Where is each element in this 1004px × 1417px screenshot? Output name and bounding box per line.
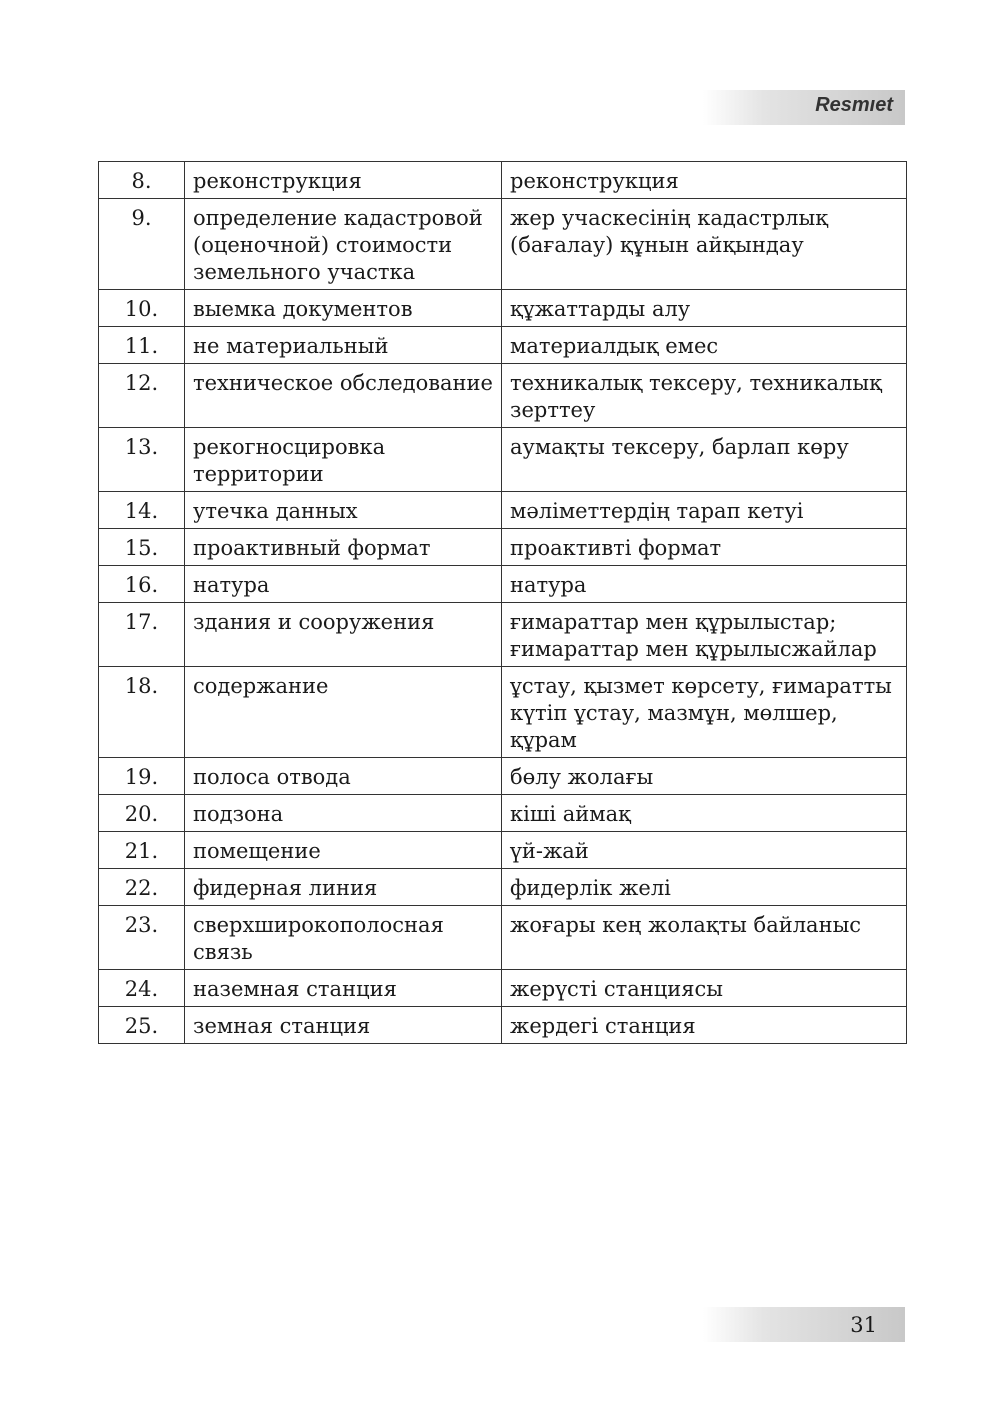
kazakh-term-cell: жоғары кең жолақты байланыс	[502, 906, 907, 970]
row-number-cell: 21.	[99, 832, 185, 869]
table-row	[99, 1007, 907, 1044]
table-row	[99, 162, 907, 199]
page-number: 31	[850, 1313, 877, 1337]
row-number-cell: 19.	[99, 758, 185, 795]
row-number-cell: 15.	[99, 529, 185, 566]
row-number-cell: 17.	[99, 603, 185, 667]
kazakh-term-cell: кіші аймақ	[502, 795, 907, 832]
russian-term-cell: сверхширокополосная связь	[185, 906, 502, 970]
kazakh-term-cell: құжаттарды алу	[502, 290, 907, 327]
glossary-table-body	[99, 162, 907, 1044]
russian-term-cell: рекогносцировка территории	[185, 428, 502, 492]
row-number-cell: 16.	[99, 566, 185, 603]
table-row	[99, 364, 907, 428]
russian-term-cell: помещение	[185, 832, 502, 869]
table-row	[99, 970, 907, 1007]
russian-term-cell: здания и сооружения	[185, 603, 502, 667]
table-row	[99, 758, 907, 795]
kazakh-term-cell: техникалық тексеру, техникалық зерттеу	[502, 364, 907, 428]
row-number-cell: 10.	[99, 290, 185, 327]
kazakh-term-cell: бөлу жолағы	[502, 758, 907, 795]
russian-term-cell: определение кадастровой (оценочной) стоимости земельного участка	[185, 199, 502, 290]
kazakh-term-cell: реконструкция	[502, 162, 907, 199]
running-header-title: Resmıet	[815, 94, 893, 116]
table-row	[99, 290, 907, 327]
kazakh-term-cell: жердегі станция	[502, 1007, 907, 1044]
row-number-cell: 11.	[99, 327, 185, 364]
table-row	[99, 906, 907, 970]
kazakh-term-cell: үй-жай	[502, 832, 907, 869]
row-number-cell: 22.	[99, 869, 185, 906]
russian-term-cell: земная станция	[185, 1007, 502, 1044]
kazakh-term-cell: проактивті формат	[502, 529, 907, 566]
kazakh-term-cell: жерүсті станциясы	[502, 970, 907, 1007]
kazakh-term-cell: ұстау, қызмет көрсету, ғимаратты күтіп ұстау, мазмұн, мөлшер, құрам	[502, 667, 907, 758]
kazakh-term-cell: аумақты тексеру, барлап көру	[502, 428, 907, 492]
row-number-cell: 12.	[99, 364, 185, 428]
row-number-cell: 13.	[99, 428, 185, 492]
kazakh-term-cell: мәліметтердің тарап кетуі	[502, 492, 907, 529]
russian-term-cell: наземная станция	[185, 970, 502, 1007]
kazakh-term-cell: фидерлік желі	[502, 869, 907, 906]
table-row	[99, 667, 907, 758]
table-row	[99, 566, 907, 603]
russian-term-cell: полоса отвода	[185, 758, 502, 795]
kazakh-term-cell: жер учаскесінің кадастрлық (бағалау) құнын айқындау	[502, 199, 907, 290]
row-number-cell: 24.	[99, 970, 185, 1007]
running-header	[703, 90, 905, 125]
russian-term-cell: подзона	[185, 795, 502, 832]
table-row	[99, 795, 907, 832]
row-number-cell: 18.	[99, 667, 185, 758]
table-row	[99, 529, 907, 566]
russian-term-cell: проактивный формат	[185, 529, 502, 566]
russian-term-cell: утечка данных	[185, 492, 502, 529]
table-row	[99, 327, 907, 364]
russian-term-cell: не материальный	[185, 327, 502, 364]
kazakh-term-cell: ғимараттар мен құрылыстар; ғимараттар мен құрылысжайлар	[502, 603, 907, 667]
table-row	[99, 832, 907, 869]
russian-term-cell: реконструкция	[185, 162, 502, 199]
table-row	[99, 199, 907, 290]
russian-term-cell: выемка документов	[185, 290, 502, 327]
kazakh-term-cell: натура	[502, 566, 907, 603]
russian-term-cell: содержание	[185, 667, 502, 758]
russian-term-cell: техническое обследование	[185, 364, 502, 428]
row-number-cell: 23.	[99, 906, 185, 970]
table-row	[99, 428, 907, 492]
row-number-cell: 20.	[99, 795, 185, 832]
table-row	[99, 603, 907, 667]
page-number-tab	[703, 1307, 905, 1342]
row-number-cell: 14.	[99, 492, 185, 529]
russian-term-cell: фидерная линия	[185, 869, 502, 906]
row-number-cell: 8.	[99, 162, 185, 199]
table-row	[99, 492, 907, 529]
row-number-cell: 9.	[99, 199, 185, 290]
row-number-cell: 25.	[99, 1007, 185, 1044]
kazakh-term-cell: материалдық емес	[502, 327, 907, 364]
table-row	[99, 869, 907, 906]
russian-term-cell: натура	[185, 566, 502, 603]
glossary-table	[98, 161, 907, 1044]
